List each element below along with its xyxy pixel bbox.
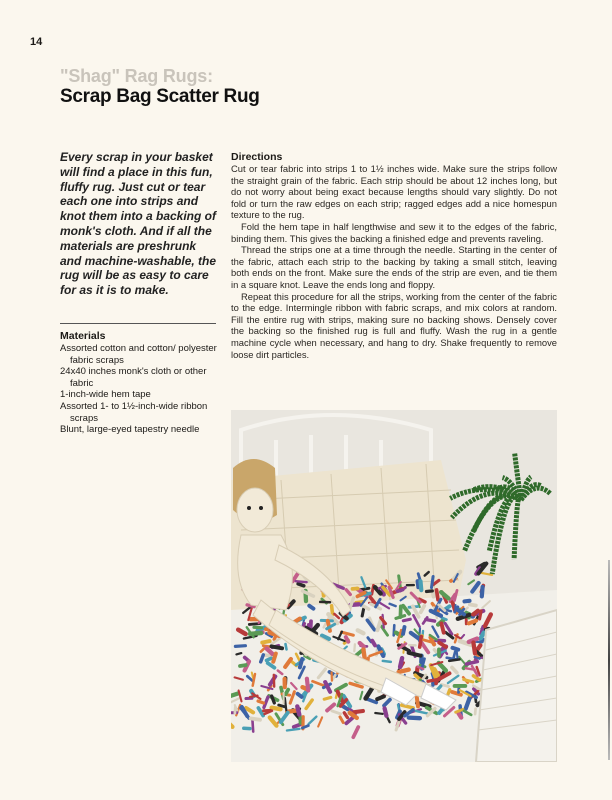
material-item: 24x40 inches monk's cloth or other fabric: [60, 366, 207, 389]
rug-strip: [480, 611, 482, 619]
rug-strip: [294, 725, 300, 727]
rug-strip: [298, 584, 304, 586]
material-item: Assorted 1- to 1½-inch-wide ribbon scraps: [60, 400, 208, 424]
directions-section: [231, 151, 557, 360]
rug-strip: [235, 646, 245, 647]
directions-paragraph: Fold the hem tape in half lengthwise and sew it to the edges of the fabric, binding them. This gives the backing a finished edge and prevents raveling.: [231, 220, 557, 244]
rug-strip: [399, 670, 409, 672]
rug-strip: [273, 654, 276, 662]
rug-strip: [358, 630, 364, 633]
rug-strip: [286, 690, 289, 695]
rug-strip: [286, 644, 287, 649]
rug-strip: [475, 657, 480, 659]
directions-heading: Directions: [231, 151, 283, 163]
rug-strip: [417, 697, 418, 706]
rug-strip: [475, 709, 476, 714]
doll-head: [237, 488, 273, 532]
rug-strip: [449, 659, 459, 661]
rug-strip: [309, 606, 313, 609]
directions-paragraph: Repeat this procedure for all the strips, working from the center of the fabric to the edge. Intermingle ribbon with fabric scraps, and mix colors at random. Fill the entire rug with strips, making sure no backing shows. Densely cover the backing so the finished rug is full and fluffy. Wash the rug in a gentle machine cycle when necessary, and hang to dry. Shake frequently to remove loose dirt particles.: [231, 290, 557, 360]
title-block: [60, 66, 480, 108]
rug-strip: [481, 633, 484, 639]
rug-strip: [432, 577, 434, 588]
rug-strip: [385, 708, 387, 715]
rug-strip: [427, 591, 433, 592]
rug-strip: [454, 652, 456, 658]
rug-strip: [420, 637, 422, 648]
rug-strip: [360, 643, 364, 647]
rug-strip: [482, 587, 483, 597]
series-title: "Shag" Rag Rugs:: [60, 66, 213, 86]
rug-strip: [469, 621, 476, 624]
rug-strip: [418, 581, 419, 587]
rug-strip: [324, 697, 331, 699]
page-title: Scrap Bag Scatter Rug: [60, 86, 260, 107]
rug-strip: [346, 637, 349, 642]
page-number: 14: [30, 36, 43, 48]
rug-strip: [362, 609, 363, 616]
rug-strip: [354, 644, 355, 651]
materials-heading: Materials: [60, 330, 106, 342]
rug-strip: [262, 641, 269, 643]
rug-strip: [236, 653, 241, 654]
materials-section: [60, 330, 220, 436]
rug-photo-illustration: [231, 410, 557, 762]
section-divider: [60, 323, 216, 324]
rug-strip: [477, 645, 480, 649]
rug-strip: [383, 661, 391, 662]
directions-paragraph: Cut or tear fabric into strips 1 to 1½ inches wide. Make sure the strips follow the straight grain of the fabric. Each strip should be about 12 inches long, but do not worry about being exact because lengths should vary slightly. Do not fold or turn the raw edges on each strip; ragged edges add a nice homespun texture to the rug.: [231, 163, 557, 221]
wicker-chair: [476, 610, 557, 762]
rug-strip: [441, 623, 443, 632]
rug-photo: [231, 410, 557, 762]
rug-strip: [453, 648, 459, 650]
rug-strip: [258, 701, 263, 703]
material-item: 1-inch-wide hem tape: [60, 389, 151, 401]
rug-strip: [470, 605, 476, 606]
rug-strip: [437, 590, 439, 600]
rug-strip: [428, 680, 437, 682]
rug-strip: [285, 698, 286, 710]
rug-strip: [279, 705, 285, 707]
rug-strip: [240, 665, 246, 666]
rug-strip: [457, 652, 458, 659]
rug-strip: [251, 718, 260, 719]
rug-strip: [297, 706, 299, 714]
rug-strip: [272, 708, 281, 710]
rug-strip: [296, 581, 307, 582]
materials-list: [60, 343, 220, 436]
rug-strip: [403, 627, 404, 634]
material-item: Assorted cotton and cotton/ polyester fabric scraps: [60, 343, 217, 366]
rug-strip: [372, 641, 375, 646]
rug-strip: [332, 606, 333, 615]
directions-paragraph: Thread the strips one at a time through the needle. Starting in the center of the fabric, attach each strip to the backing by taking a small stitch, leaving both ends on the front. Make sure the ends of the strip are even, and tie them in a square knot. Leave the ends long and floppy.: [231, 244, 557, 290]
rug-strip: [375, 713, 382, 714]
rug-strip: [398, 590, 403, 592]
rug-strip: [473, 611, 478, 615]
rug-strip: [252, 720, 253, 732]
page-edge-mark: [608, 560, 610, 760]
rug-strip: [400, 658, 402, 667]
rug-strip: [455, 605, 456, 612]
rug-strip: [403, 619, 410, 621]
rug-strip: [421, 581, 422, 590]
rug-strip: [441, 685, 448, 687]
rug-strip: [298, 694, 302, 697]
doll-eye: [247, 506, 251, 510]
rug-strip: [267, 658, 272, 660]
rug-strip: [459, 713, 462, 717]
rug-strip: [465, 601, 470, 602]
rug-strip: [272, 646, 283, 648]
rug-strip: [377, 696, 384, 699]
intro-text: Every scrap in your basket will find a place in this fun, fluffy rug. Just cut or tear each one into strips and knot them into a backing of monk's cloth. And if all the materials are preshrunk and machine-washable, the rug will be as easy to care for as it is to make.: [60, 150, 217, 298]
rug-strip: [473, 643, 475, 654]
rug-strip: [442, 618, 447, 620]
rug-strip: [409, 718, 420, 719]
material-item: Blunt, large-eyed tapestry needle: [60, 424, 200, 436]
rug-strip: [300, 659, 302, 667]
rug-strip: [354, 711, 363, 712]
doll-eye: [259, 506, 263, 510]
rug-strip: [307, 679, 308, 691]
